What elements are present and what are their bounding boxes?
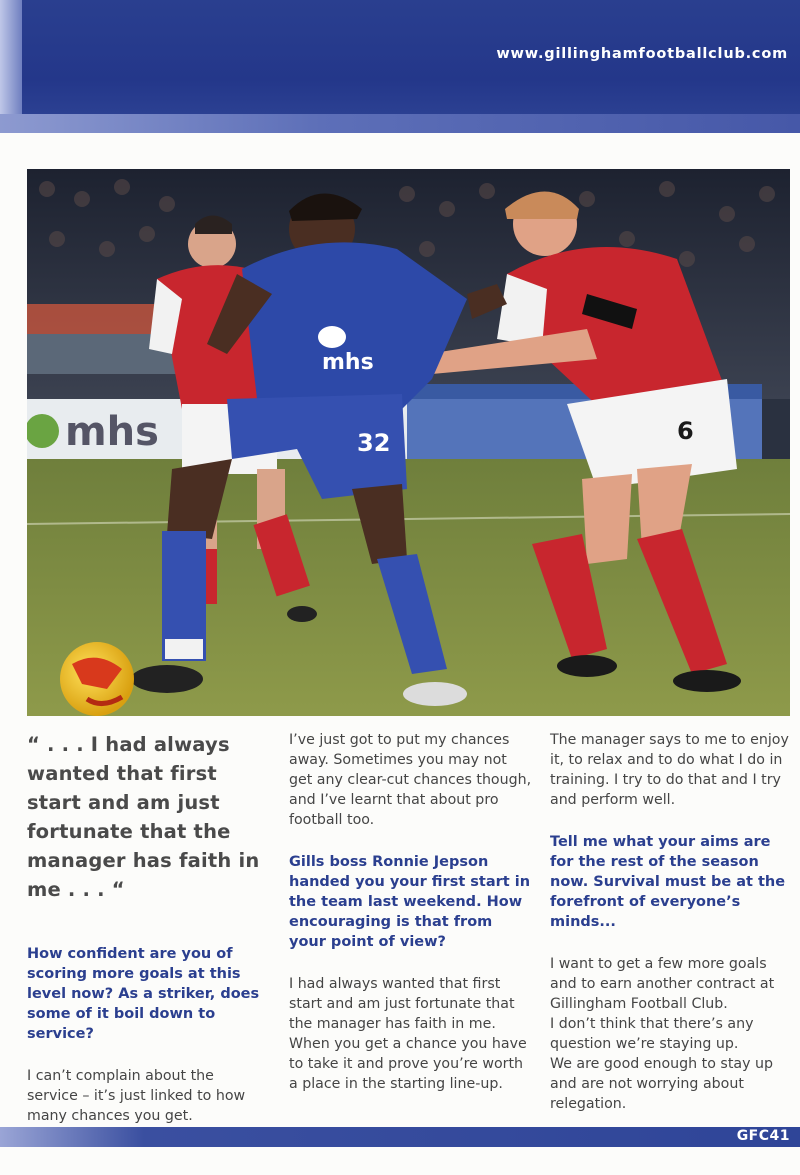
home-shirt-number: 32	[357, 429, 391, 457]
away-shirt-number: 6	[677, 417, 694, 445]
answer-3	[550, 954, 790, 1114]
answer-3-line: We are good enough to stay up and are not worrying about relegation.	[550, 1056, 773, 1112]
site-url: www.gillinghamfootballclub.com	[496, 46, 788, 62]
header-band	[0, 0, 800, 133]
answer-3-line: I want to get a few more goals and to earn another contract at Gillingham Football Club.	[550, 956, 775, 1012]
question-2: Gills boss Ronnie Jepson handed you your first start in the team last weekend. How encouraging is that from your point of view?	[289, 854, 531, 950]
column-middle	[289, 730, 534, 1116]
board-text: mhs	[65, 409, 159, 455]
match-photo	[27, 169, 790, 716]
shirt-sponsor: mhs	[322, 350, 374, 375]
header-lower-stripe	[0, 114, 800, 133]
answer-3-line: I don’t think that there’s any question we’re staying up.	[550, 1016, 754, 1052]
question-3: Tell me what your aims are for the rest of the season now. Survival must be at the forefront of everyone’s minds...	[550, 834, 786, 930]
page-number: GFC41	[736, 1128, 790, 1144]
footer-band	[0, 1127, 800, 1147]
question-1: How confident are you of scoring more goals at this level now? As a striker, does some of it boil down to service?	[27, 946, 260, 1042]
answer-1-continued: I’ve just got to put my chances away. Sometimes you may not get any clear-cut chances though, and I’ve learnt that about pro football too.	[289, 732, 532, 828]
answer-2-continued: The manager says to me to enjoy it, to relax and to do what I do in training. I try to do that and I try and perform well.	[550, 732, 789, 808]
pull-quote: “ . . . I had always wanted that first start and am just fortunate that the manager has faith in me . . . “	[27, 733, 260, 901]
column-left	[27, 730, 267, 1148]
football	[60, 642, 134, 716]
answer-1: I can’t complain about the service – it’s just linked to how many chances you get.	[27, 1068, 246, 1124]
answer-2: I had always wanted that first start and am just fortunate that the manager has faith in me. When you get a chance you have to take it and prove you’re worth a place in the starting line-up.	[289, 976, 527, 1092]
column-right	[550, 730, 790, 1136]
